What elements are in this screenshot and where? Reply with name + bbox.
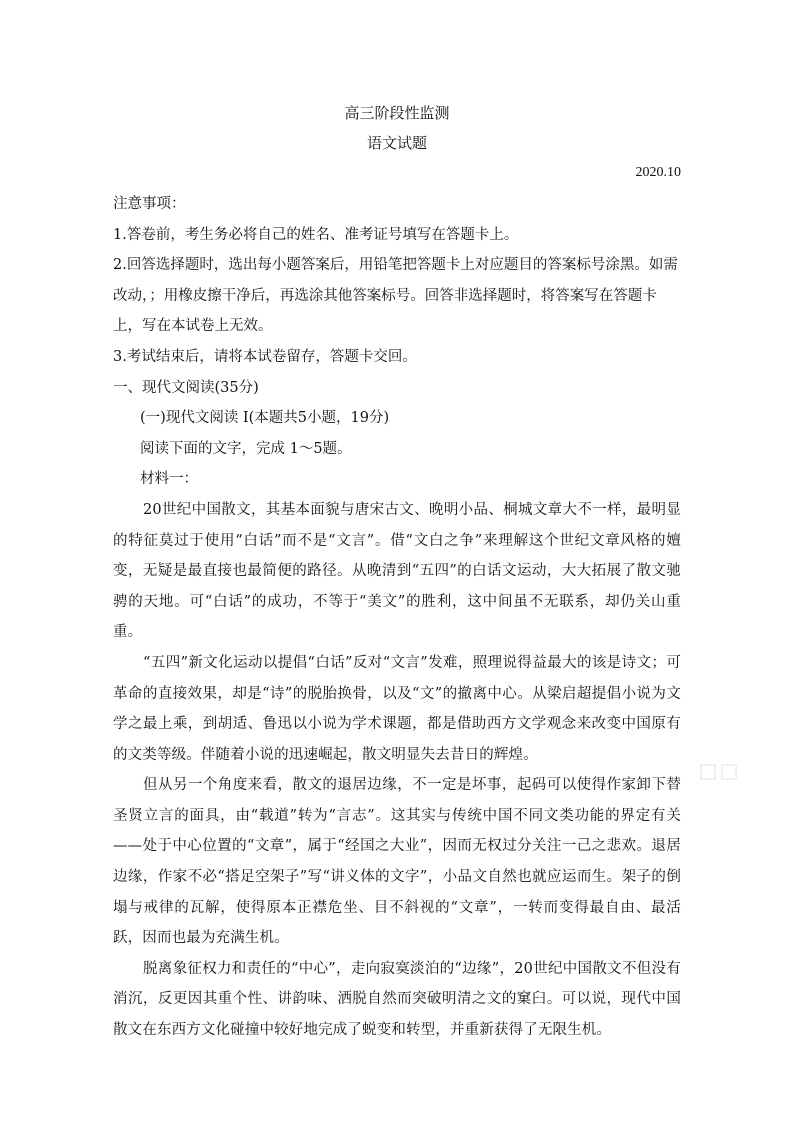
notice-item: 2.回答选择题时，选出每小题答案后，用铅笔把答题卡上对应题目的答案标号涂黑。如需改动，；用橡皮擦干净后，再选涂其他答案标号。回答非选择题时，将答案写在答题卡上，写在本试卷上无效。 (113, 257, 678, 335)
exam-title: 高三阶段性监测 (344, 104, 450, 122)
material-label: 材料一： (140, 471, 198, 488)
article-paragraph: 20世纪中国散文，其基本面貌与唐宋古文、晚明小品、桐城文章大不一样，最明显的特征莫过于使用“白话”而不是“文言”。借“文白之争”来理解这个世纪文章风格的嬗变，无疑是最直接也最简便的路径。从晚清到“五四”的白话文运动，大大拓展了散文驰骋的天地。可“白话”的成功，不等于“美文”的胜利，这中间虽不无联系，却仍关山重重。 (113, 501, 681, 641)
section-title: 一、现代文阅读(35分) (113, 379, 259, 396)
exam-subtitle: 语文试题 (366, 134, 427, 152)
article-paragraph: 脱离象征权力和责任的“中心”，走向寂寞淡泊的“边缘”，20世纪中国散文不但没有消沉，反更因其重个性、讲韵味、洒脱自然而突破明清之文的窠臼。可以说，现代中国散文在东西方文化碰撞中较好地完成了蜕变和转型，并重新获得了无限生机。 (113, 960, 681, 1039)
notice-item: 3.考试结束后，请将本试卷留存，答题卡交回。 (113, 348, 417, 365)
notice-heading: 注意事项： (113, 196, 186, 212)
watermark-icon (700, 762, 740, 782)
article-paragraph: “五四”新文化运动以提倡“白话”反对“文言”发难，照理说得益最大的该是诗文；可革命的直接效果，却是“诗”的脱胎换骨，以及“文”的撤离中心。从梁启超提倡小说为文学之最上乘，到胡适、鲁迅以小说为学术课题，都是借助西方文学观念来改变中国原有的文类等级。伴随着小说的迅速崛起，散文明显失去昔日的辉煌。 (113, 654, 681, 763)
reading-instruction: 阅读下面的文字，完成 1～5题。 (140, 440, 352, 457)
article-paragraph: 但从另一个角度来看，散文的退居边缘，不一定是坏事，起码可以使得作家卸下替圣贤立言的面具，由“载道”转为“言志”。这其实与传统中国不同文类功能的界定有关——处于中心位置的“文章”，属于“经国之大业”，因而无权过分关注一己之悲欢。退居边缘，作家不必“搭足空架子”写“讲义体的文字”，小品文自然也就应运而生。架子的倒塌与戒律的瓦解，使得原本正襟危坐、目不斜视的“文章”，一转而变得最自由、最活跃，因而也最为充满生机。 (113, 777, 681, 947)
watermark-mark (700, 762, 740, 786)
exam-date: 2020.10 (635, 165, 681, 180)
exam-page (113, 100, 681, 1046)
subsection-title: (一)现代文阅读 I(本题共5小题，19分) (140, 410, 390, 427)
notice-item: 1.答卷前，考生务必将自己的姓名、准考证号填写在答题卡上。 (113, 226, 519, 243)
